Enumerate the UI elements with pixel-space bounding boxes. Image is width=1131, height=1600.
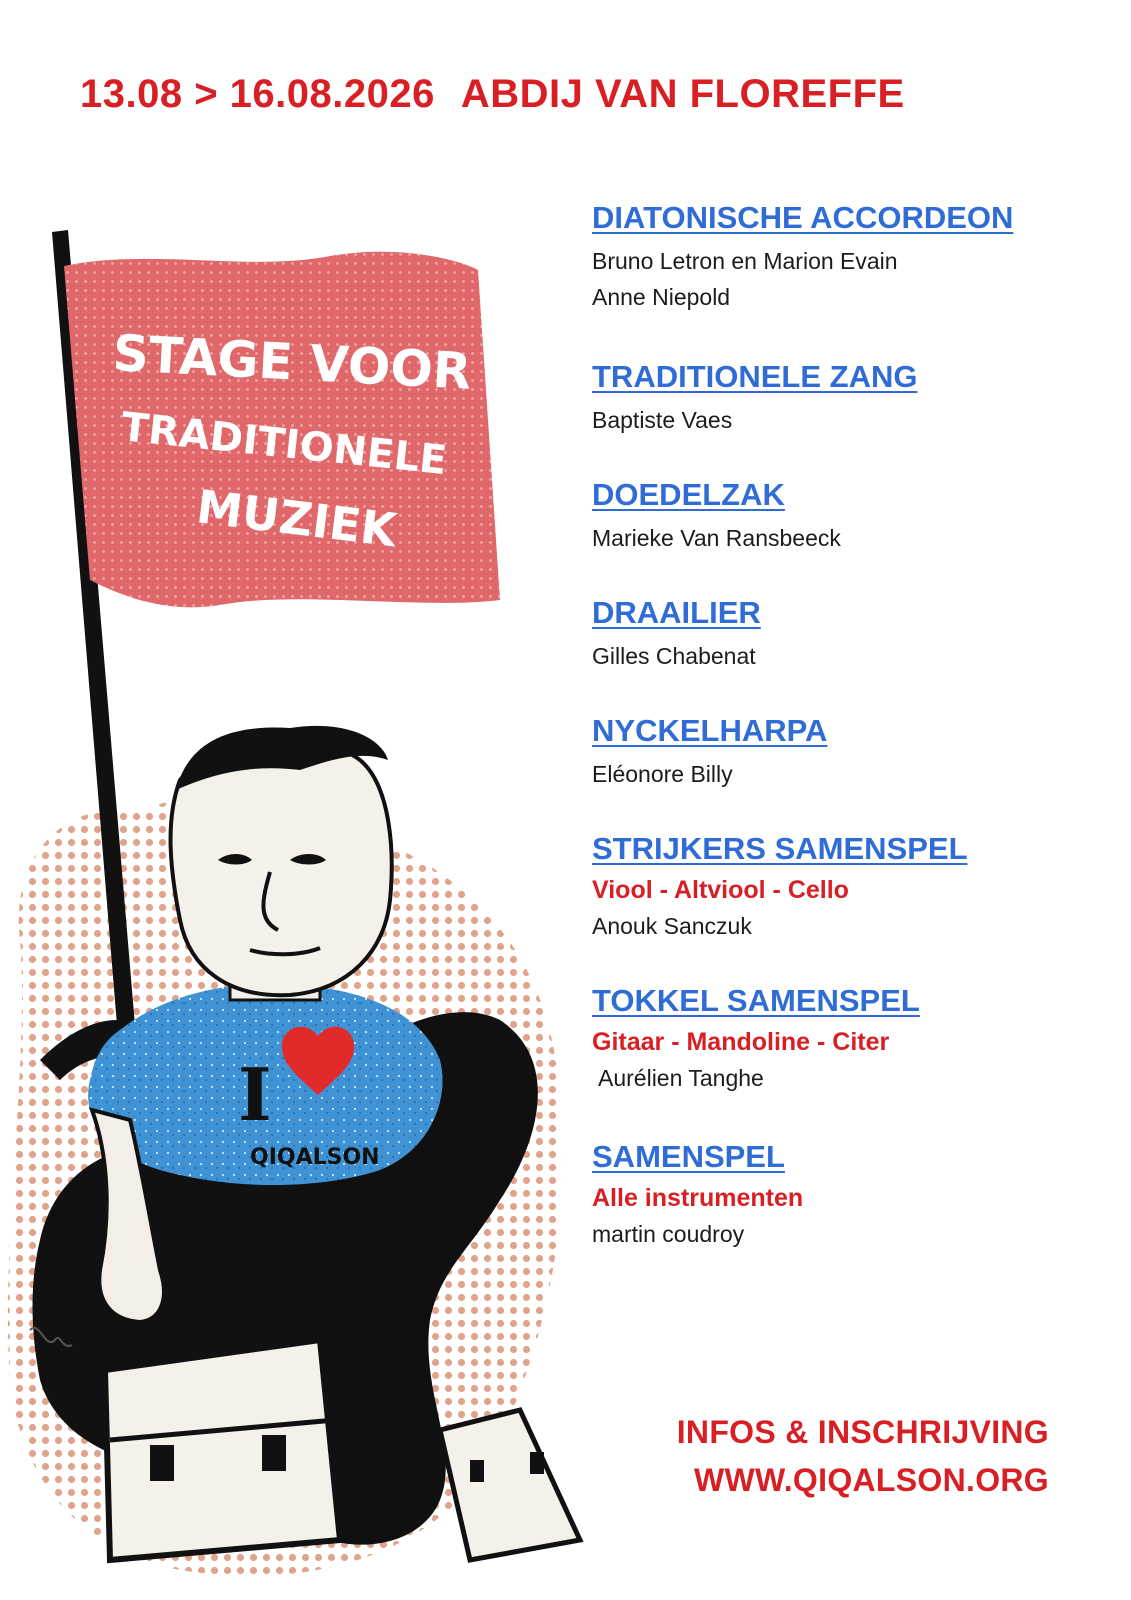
course-hurdy-gurdy — [592, 595, 1112, 671]
course-title: DOEDELZAK — [592, 477, 785, 512]
course-subtitle: Alle instrumenten — [592, 1184, 804, 1212]
flag-line-2: TRADITIONELE — [118, 404, 449, 485]
course-teacher: Eléonore Billy — [592, 761, 733, 787]
course-teacher: Marieke Van Ransbeeck — [592, 525, 841, 551]
course-nyckelharpa — [592, 713, 1112, 789]
course-diatonic-accordion — [592, 200, 1112, 312]
course-title: SAMENSPEL — [592, 1139, 785, 1174]
course-plucked-ensemble — [592, 983, 1112, 1093]
registration-info — [677, 1408, 1049, 1504]
course-title: NYCKELHARPA — [592, 713, 828, 748]
shirt-brand: QIQALSON — [250, 1145, 380, 1170]
course-title: DRAAILIER — [592, 595, 761, 630]
course-title: STRIJKERS SAMENSPEL — [592, 831, 968, 866]
course-teacher: martin coudroy — [592, 1221, 745, 1247]
course-teacher: Baptiste Vaes — [592, 407, 733, 433]
course-list — [592, 200, 1112, 1249]
shirt-letter-i: I — [238, 1052, 272, 1137]
course-teacher: Gilles Chabenat — [592, 643, 756, 669]
course-title: DIATONISCHE ACCORDEON — [592, 200, 1014, 235]
small-bag — [440, 1410, 580, 1560]
flag-line-3: MUZIEK — [193, 479, 400, 558]
flag-line-1: STAGE VOOR — [111, 324, 473, 401]
course-strings-ensemble — [592, 831, 1112, 941]
course-teacher: Anouk Sanczuk — [592, 913, 752, 939]
course-teacher: Aurélien Tanghe — [598, 1065, 764, 1091]
course-traditional-singing — [592, 359, 1112, 435]
poster-illustration — [0, 160, 620, 1600]
website-link[interactable]: WWW.QIQALSON.ORG — [694, 1462, 1049, 1498]
course-bagpipe — [592, 477, 1112, 553]
course-title: TRADITIONELE ZANG — [592, 359, 918, 394]
registration-label: INFOS & INSCHRIJVING — [676, 1414, 1049, 1450]
course-subtitle: Viool - Altviool - Cello — [592, 876, 849, 904]
event-venue: ABDIJ VAN FLOREFFE — [460, 72, 905, 116]
course-teacher: Bruno Letron en Marion Evain — [592, 248, 898, 274]
course-ensemble — [592, 1139, 1112, 1249]
course-subtitle: Gitaar - Mandoline - Citer — [592, 1028, 890, 1056]
course-title: TOKKEL SAMENSPEL — [592, 983, 920, 1018]
course-teacher: Anne Niepold — [592, 284, 731, 310]
event-header — [80, 72, 905, 117]
event-dates: 13.08 > 16.08.2026 — [80, 72, 435, 116]
